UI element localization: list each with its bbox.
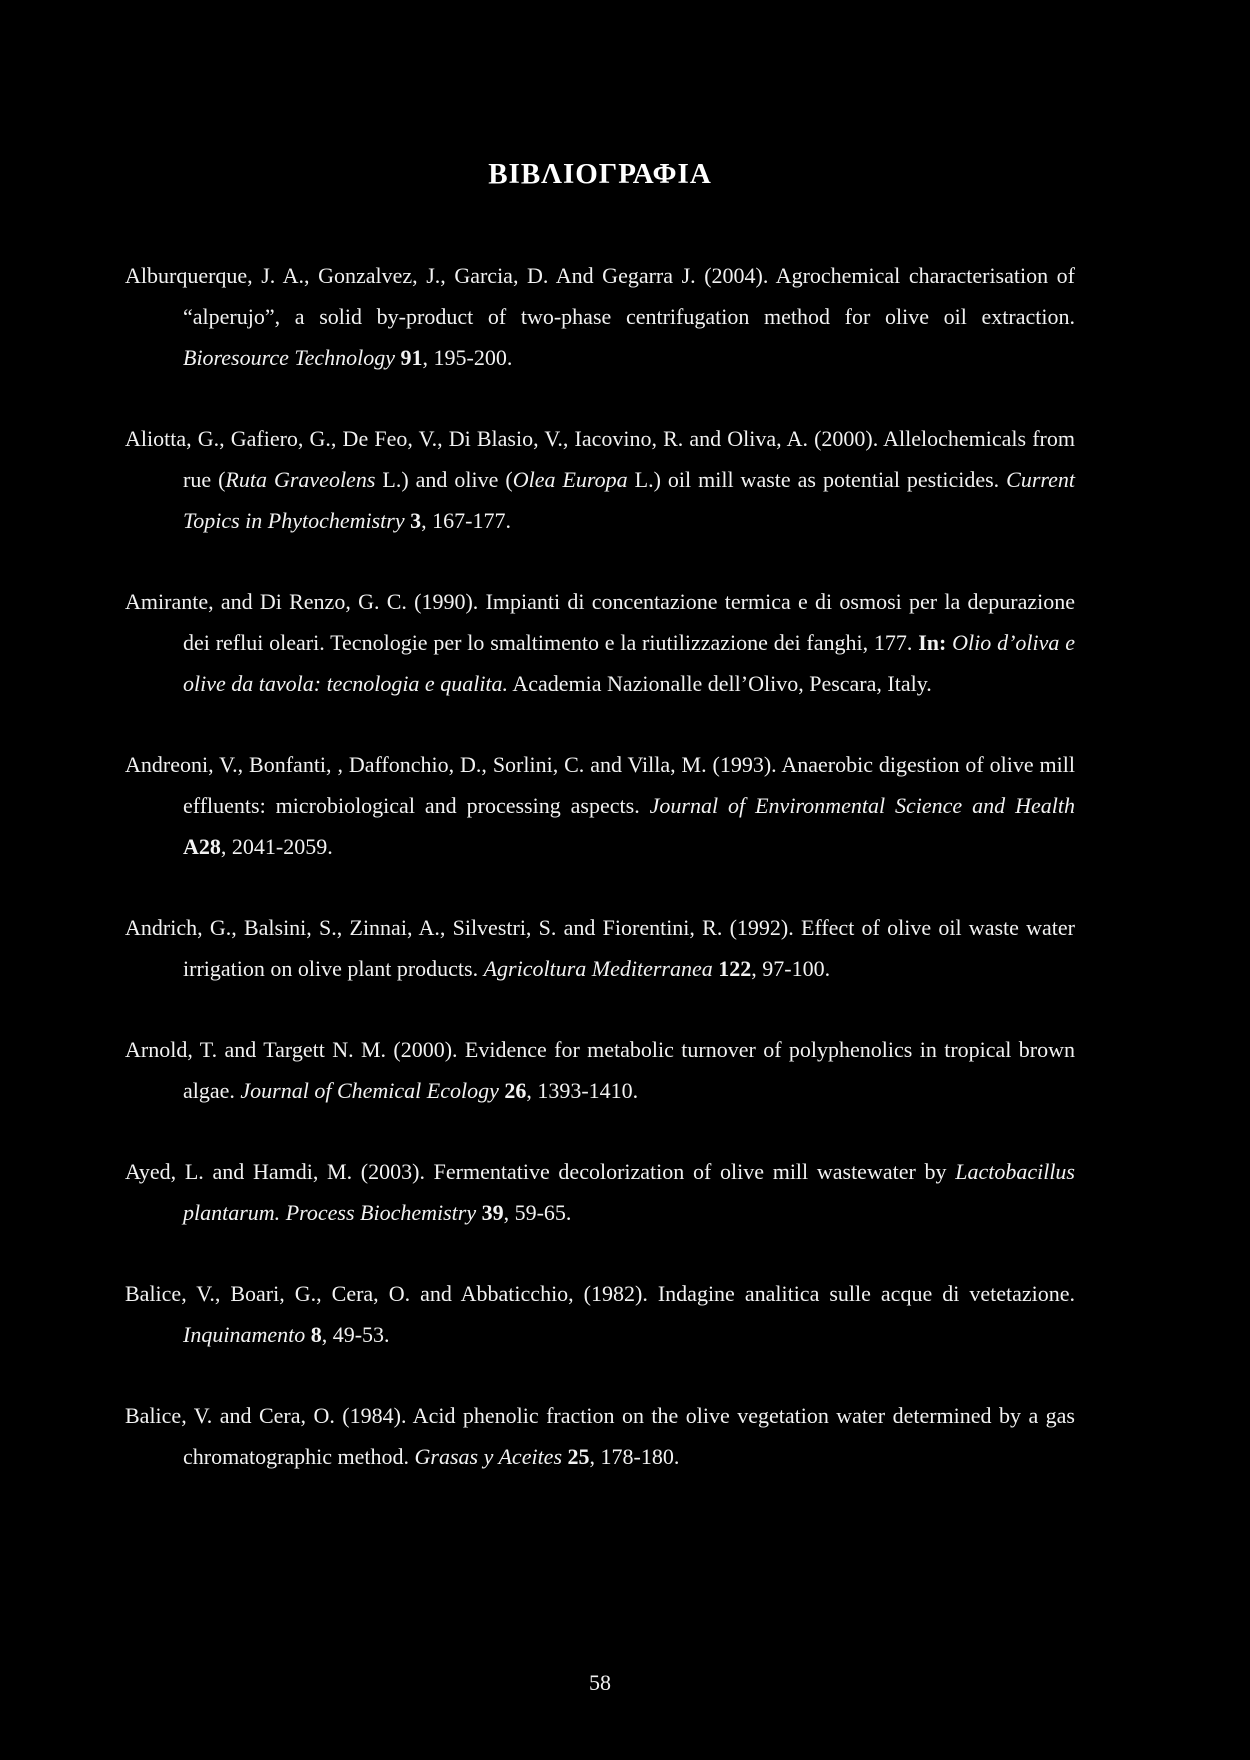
reference-pages: , 49-53. [321,1322,390,1347]
reference-journal: Bioresource Technology [183,345,396,370]
reference-pages: , 59-65. [503,1200,572,1225]
reference-volume: 91 [395,345,423,370]
reference-pages: , 178-180. [589,1444,680,1469]
reference-publisher: Academia Nazionalle dell’Olivo, Pescara, Italy. [508,671,932,696]
reference-text: Balice, V. and Cera, O. (1984). Acid phenolic fraction on the olive vegetation water determined by a gas chromatographic method. [125,1403,1075,1469]
reference-volume: 39 [476,1200,504,1225]
reference-journal: Current Topics in Phytochemistry [183,467,1076,533]
reference-arnold-2000 [125,1029,1075,1111]
reference-text: Andrich, G., Balsini, S., Zinnai, A., Silvestri, S. and Fiorentini, R. (1992). Effect of olive oil waste water irrigation on olive plant products. [125,915,1075,981]
reference-book-title: Olio d’oliva e olive da tavola: tecnologia e qualita. [183,630,1075,696]
reference-volume: 25 [562,1444,590,1469]
reference-in-label: In: [918,630,947,655]
reference-balice-1982 [125,1273,1075,1355]
reference-text: Ayed, L. and Hamdi, M. (2003). Fermentative decolorization of olive mill wastewater by [125,1159,956,1184]
reference-balice-1984 [125,1395,1075,1477]
reference-text: Amirante, and Di Renzo, G. C. (1990). Impianti di concentazione termica e di osmosi per la depurazione dei reflui oleari. Tecnologie per lo smaltimento e la riutilizzazione dei fanghi, 177. [125,589,1075,655]
reference-text: Andreoni, V., Bonfanti, , Daffonchio, D., Sorlini, C. and Villa, M. (1993). Anaerobic digestion of olive mill effluents: microbiological and processing aspects. [125,752,1075,818]
reference-pages: , 167-177. [421,508,511,533]
reference-volume: 26 [498,1078,527,1103]
reference-species-name: Olea Europa [512,467,628,492]
reference-text: L.) and olive ( [375,467,513,492]
reference-text: Aliotta, G., Gafiero, G., De Feo, V., Di Blasio, V., Iacovino, R. and Oliva, A. (2000). Allelochemicals from rue ( [125,426,1075,492]
reference-volume: A28 [183,834,221,859]
reference-journal: Process Biochemistry [285,1200,477,1225]
reference-species-name: Ruta Graveolens [225,467,376,492]
reference-text: Alburquerque, J. A., Gonzalvez, J., Garcia, D. And Gegarra J. (2004). Agrochemical characterisation of “alperujo”, a solid by-product of two-phase centrifugation method for olive oil extraction. [125,263,1075,329]
reference-aliotta-2000 [125,418,1075,541]
reference-pages: , 195-200. [422,345,513,370]
reference-journal: Grasas y Aceites [414,1444,563,1469]
reference-text: L.) oil mill waste as potential pesticides. [627,467,1007,492]
reference-text: Balice, V., Boari, G., Cera, O. and Abbaticchio, (1982). Indagine analitica sulle acque di vetetazione. [125,1281,1075,1306]
reference-andreoni-1993 [125,744,1075,867]
reference-text: Arnold, T. and Targett N. M. (2000). Evidence for metabolic turnover of polyphenolics in tropical brown algae. [125,1037,1075,1103]
reference-volume: 3 [404,508,422,533]
reference-andrich-1992 [125,907,1075,989]
reference-journal: Inquinamento [183,1322,306,1347]
reference-journal: Journal of Environmental Science and Health [649,793,1075,818]
reference-alburquerque-2004 [125,255,1075,378]
page-number: 58 [589,1670,611,1695]
reference-volume: 8 [305,1322,322,1347]
reference-volume: 122 [712,956,752,981]
reference-list [125,255,1075,1517]
reference-pages: , 97-100. [751,956,831,981]
reference-journal: Journal of Chemical Ecology [240,1078,499,1103]
page-title: ΒΙΒΛΙΟΓΡΑΦΙΑ [488,158,712,190]
reference-ayed-2003 [125,1151,1075,1233]
reference-pages: , 1393-1410. [526,1078,639,1103]
reference-amirante-1990 [125,581,1075,704]
reference-species-name: Lactobacillus plantarum. [183,1159,1075,1225]
reference-pages: , 2041-2059. [220,834,333,859]
reference-journal: Agricoltura Mediterranea [483,956,713,981]
